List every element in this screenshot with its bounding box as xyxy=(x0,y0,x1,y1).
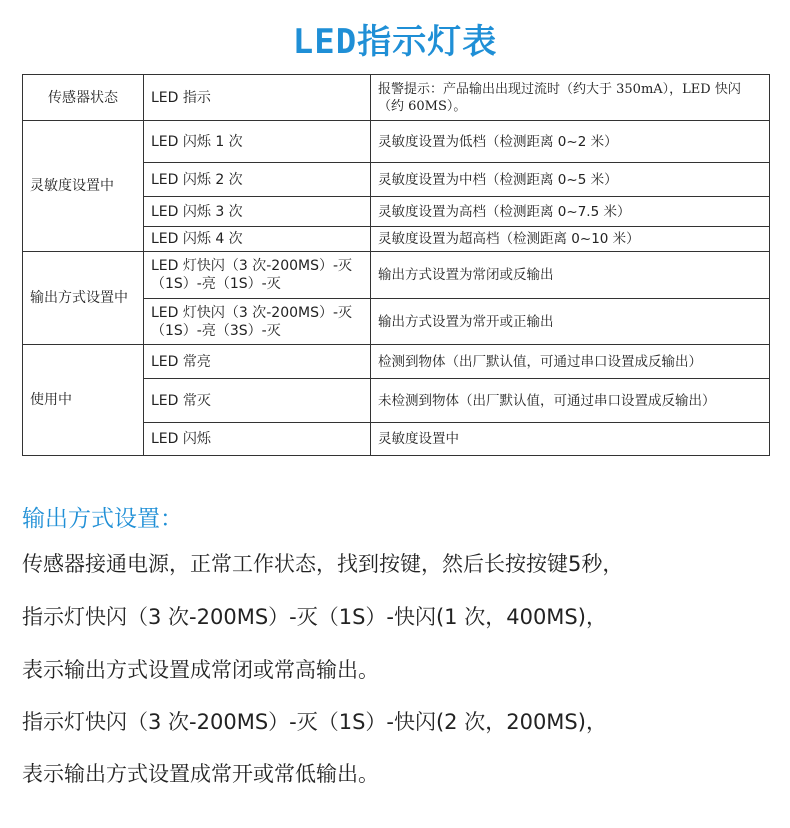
header-sensor-state: 传感器状态 xyxy=(23,75,144,121)
state-in-use: 使用中 xyxy=(23,345,144,456)
section-title: 输出方式设置： xyxy=(22,506,183,532)
paragraph-line: 表示输出方式设置成常闭或常高输出。 xyxy=(22,658,379,682)
table-row xyxy=(23,252,770,299)
desc-cell: 灵敏度设置中 xyxy=(371,423,770,456)
desc-cell: 灵敏度设置为低档（检测距离 0~2 米） xyxy=(371,121,770,163)
led-cell: LED 常灭 xyxy=(144,379,371,423)
desc-cell: 输出方式设置为常闭或反输出 xyxy=(371,252,770,299)
state-output-mode-setting: 输出方式设置中 xyxy=(23,252,144,345)
desc-cell: 输出方式设置为常开或正输出 xyxy=(371,299,770,345)
led-cell: LED 闪烁 xyxy=(144,423,371,456)
desc-cell: 未检测到物体（出厂默认值，可通过串口设置成反输出） xyxy=(371,379,770,423)
led-cell: LED 闪烁 1 次 xyxy=(144,121,371,163)
paragraph-line: 表示输出方式设置成常开或常低输出。 xyxy=(22,762,379,786)
paragraph-line: 指示灯快闪（3 次-200MS）-灭（1S）-快闪(1 次，400MS)， xyxy=(22,605,607,629)
table-row xyxy=(23,121,770,163)
led-indicator-table xyxy=(22,74,770,456)
paragraph-line: 传感器接通电源，正常工作状态，找到按键，然后长按按键5秒， xyxy=(22,552,624,576)
led-cell: LED 闪烁 2 次 xyxy=(144,163,371,197)
header-alarm-note: 报警提示：产品输出出现过流时（约大于 350mA），LED 快闪（约 60MS）。 xyxy=(371,75,770,121)
paragraph-line: 指示灯快闪（3 次-200MS）-灭（1S）-快闪(2 次，200MS)， xyxy=(22,710,607,734)
desc-cell: 灵敏度设置为中档（检测距离 0~5 米） xyxy=(371,163,770,197)
state-sensitivity-setting: 灵敏度设置中 xyxy=(23,121,144,252)
page-title: LED指示灯表 xyxy=(292,22,498,62)
table-header-row xyxy=(23,75,770,121)
led-cell: LED 灯快闪（3 次-200MS）-灭（1S）-亮（3S）-灭 xyxy=(144,299,371,345)
desc-cell: 检测到物体（出厂默认值，可通过串口设置成反输出） xyxy=(371,345,770,379)
desc-cell: 灵敏度设置为超高档（检测距离 0~10 米） xyxy=(371,227,770,252)
led-cell: LED 闪烁 4 次 xyxy=(144,227,371,252)
led-cell: LED 常亮 xyxy=(144,345,371,379)
led-cell: LED 灯快闪（3 次-200MS）-灭（1S）-亮（1S）-灭 xyxy=(144,252,371,299)
led-cell: LED 闪烁 3 次 xyxy=(144,197,371,227)
header-led-indication: LED 指示 xyxy=(144,75,371,121)
desc-cell: 灵敏度设置为高档（检测距离 0~7.5 米） xyxy=(371,197,770,227)
table-row xyxy=(23,345,770,379)
